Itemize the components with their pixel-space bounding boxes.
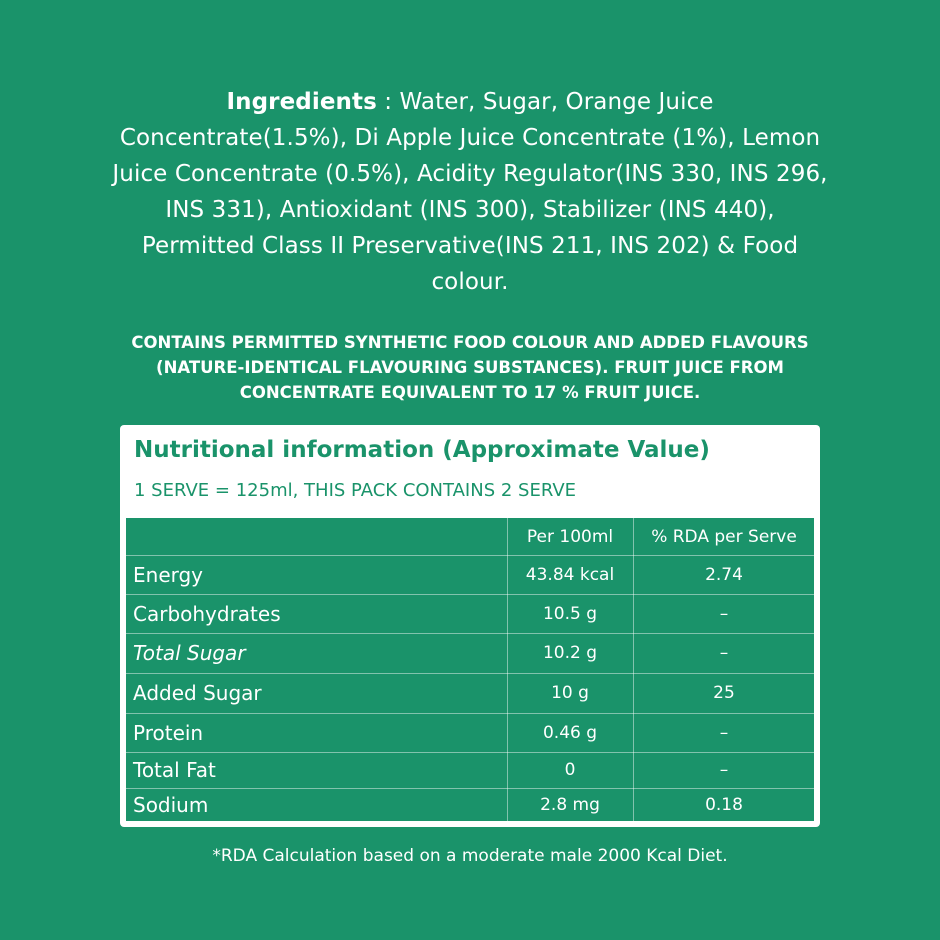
nutrient-name: Energy xyxy=(133,562,204,587)
nutrient-per-100ml: 10.5 g xyxy=(542,603,598,624)
table-row xyxy=(126,788,814,821)
table-row xyxy=(126,555,814,595)
table-row xyxy=(126,673,814,714)
nutrient-rda: – xyxy=(719,760,729,780)
ingredients-paragraph xyxy=(110,84,830,300)
nutrient-per-100ml: 43.84 kcal xyxy=(525,564,615,585)
table-header-row xyxy=(126,518,814,556)
nutrient-rda: 2.74 xyxy=(705,564,743,585)
nutrient-per-100ml: 10 g xyxy=(551,683,589,703)
table-row xyxy=(126,713,814,753)
nutrient-rda: – xyxy=(719,603,729,624)
contains-notice: CONTAINS PERMITTED SYNTHETIC FOOD COLOUR AND ADDED FLAVOURS (NATURE-IDENTICAL FLAVOURING SUBSTANCES). FRUIT JUICE FROM CONCENTRATE EQUIVALENT TO 17 % FRUIT JUICE. xyxy=(131,333,809,402)
table-row xyxy=(126,594,814,634)
nutrient-rda: 25 xyxy=(713,683,735,703)
nutrient-name: Total Fat xyxy=(133,758,216,782)
header-rda: % RDA per Serve xyxy=(651,526,797,547)
ingredients-text: : Water, Sugar, Orange Juice Concentrate(1.5%), Di Apple Juice Concentrate (1%), Lemon Juice Concentrate (0.5%), Acidity Regulator(INS 330, INS 296, INS 331), Antioxidant (INS 300), Stabilizer (INS 440), Permitted Class II Preservative(INS 211, INS 202) & Food colour. xyxy=(112,89,828,295)
nutrition-table xyxy=(126,518,814,821)
nutrient-per-100ml: 10.2 g xyxy=(542,643,598,663)
nutrient-name: Added Sugar xyxy=(133,681,262,705)
nutrition-title: Nutritional information (Approximate Value) xyxy=(134,437,710,463)
nutrient-per-100ml: 2.8 mg xyxy=(540,794,600,815)
nutrient-per-100ml: 0.46 g xyxy=(542,722,598,743)
nutrient-rda: – xyxy=(719,722,729,743)
table-row xyxy=(126,752,814,789)
nutrient-name: Total Sugar xyxy=(133,641,246,665)
serving-info: 1 SERVE = 125ml, THIS PACK CONTAINS 2 SERVE xyxy=(134,480,577,501)
rda-footnote: *RDA Calculation based on a moderate male 2000 Kcal Diet. xyxy=(212,846,728,866)
ingredients-label: Ingredients xyxy=(226,89,377,115)
nutrient-name: Sodium xyxy=(133,792,209,817)
nutrient-rda: – xyxy=(719,643,729,663)
header-per-100ml: Per 100ml xyxy=(526,526,614,547)
nutrient-rda: 0.18 xyxy=(705,794,743,815)
table-row xyxy=(126,633,814,674)
nutrition-panel xyxy=(120,425,820,827)
nutrient-name: Carbohydrates xyxy=(133,601,281,626)
nutrient-name: Protein xyxy=(133,720,204,745)
nutrient-per-100ml: 0 xyxy=(564,760,576,780)
